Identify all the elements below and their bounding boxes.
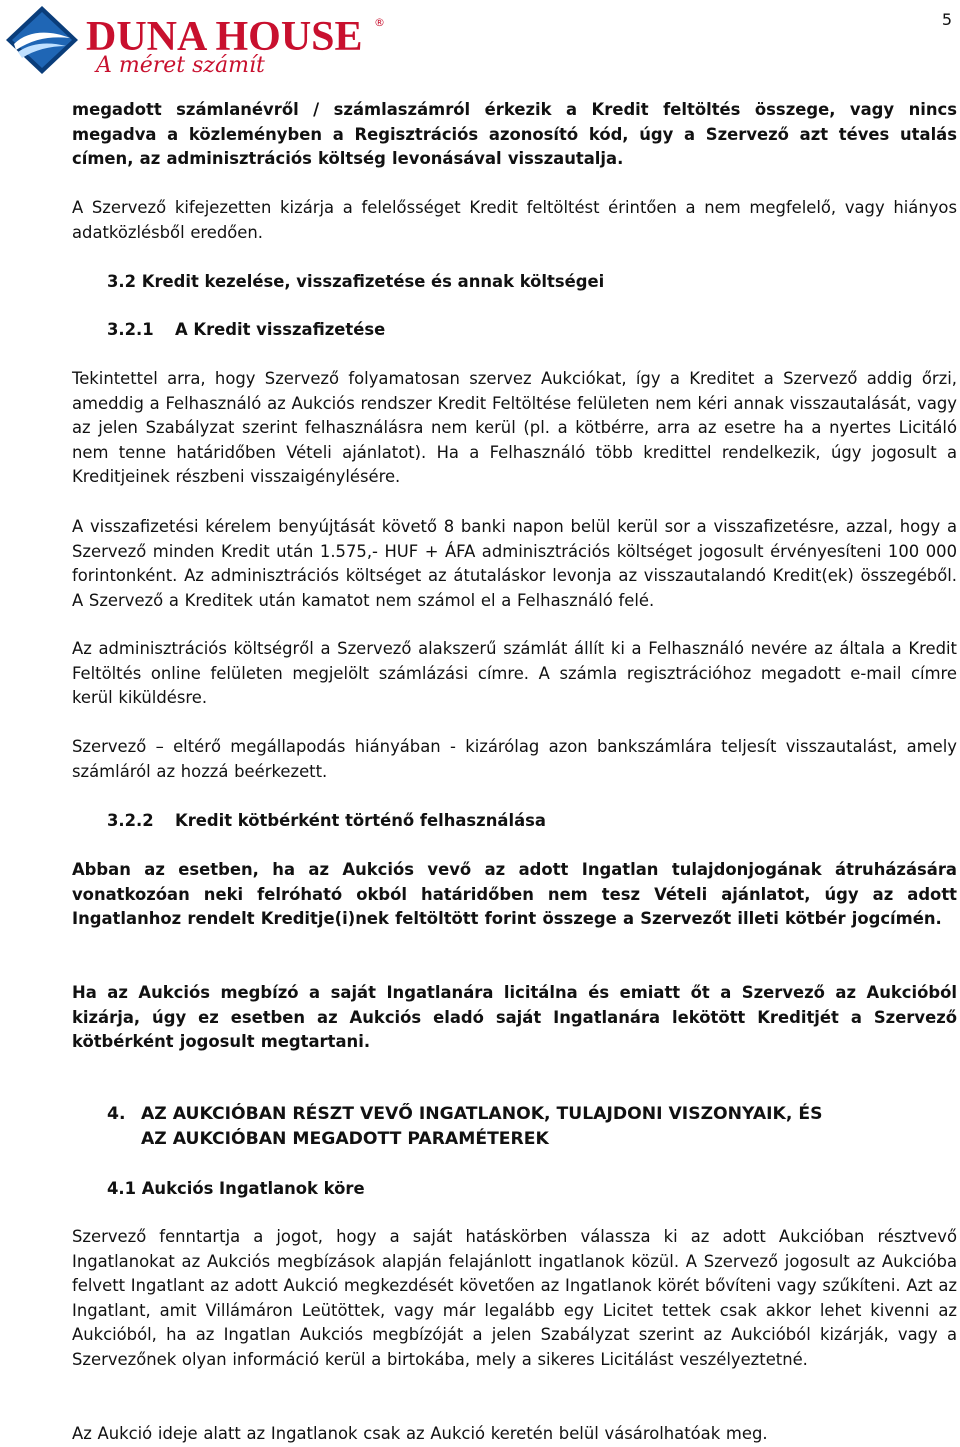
heading-3-2-1-number: 3.2.1 — [107, 320, 154, 339]
logo-trademark: ® — [374, 16, 385, 29]
heading-3-2-2-number: 3.2.2 — [107, 811, 154, 830]
paragraph-purchase-rule: Az Aukció ideje alatt az Ingatlanok csak az Aukció keretén belül vásárolhatóak meg. — [72, 1424, 768, 1443]
logo-tagline: A méret számít — [96, 53, 265, 76]
paragraph-property-selection: Szervező fenntartja a jogot, hogy a saját hatáskörben válassza ki az adott Aukcióban résztvevő Ingatlanokat az Aukciós megbízások alapján felajánlott ingatlanok közül. A Szervező jogosult az Aukcióba felvett Ingatlant az adott Aukció megkezdését követően az Ingatlanok körét bővíteni vagy szűkíteni. Azt az Ingatlant, amit Villámáron Leütöttek, vagy már legalább egy Licitet tettek csak akkor lehet kivenni az Aukcióból, ha az Ingatlan Aukciós megbízóját a jelen Szabályzat szerint az Aukcióból kizárják, vagy a Szervezőnek olyan információ kerül a birtokába, mely a sikeres Licitálást veszélyeztetné. — [72, 1227, 957, 1369]
paragraph-penalty: Abban az esetben, ha az Aukciós vevő az adott Ingatlan tulajdonjogának átruházására vonatkozóan neki felróható okból határidőben nem tesz Vételi ajánlatot, úgy az adott Ingatlanhoz rendelt Kreditje(i)nek feltöltött forint összege a Szervezőt illeti kötbér jogcímén. — [72, 860, 957, 928]
paragraph-invoice: Az adminisztrációs költségről a Szervező alakszerű számlát állít ki a Felhasználó nevére az általa a Kredit Feltöltés online felületen megjelölt számlázási címre. A számla regisztrációhoz megadott e-mail címre kerül kiküldésre. — [72, 639, 957, 707]
duna-house-logo — [4, 4, 389, 76]
heading-3-2-1-title: A Kredit visszafizetése — [175, 320, 386, 339]
heading-3-2: 3.2 Kredit kezelése, visszafizetése és annak költségei — [107, 272, 605, 291]
heading-4-line2: AZ AUKCIÓBAN MEGADOTT PARAMÉTEREK — [141, 1129, 549, 1149]
page-number: 5 — [941, 10, 952, 29]
heading-3-2-2-title: Kredit kötbérként történő felhasználása — [175, 811, 546, 830]
paragraph-overpayment: megadott számlanévről / számlaszámról érkezik a Kredit feltöltés összege, vagy nincs megadva a közleményben a Regisztrációs azonosító kód, úgy a Szervező azt téves utalás címen, az adminisztrációs költség levonásával visszautalja. — [72, 100, 957, 168]
logo-mark-icon — [6, 6, 78, 74]
paragraph-liability: A Szervező kifejezetten kizárja a felelősséget Kredit feltöltést érintően a nem megfelelő, vagy hiányos adatközlésből eredően. — [72, 198, 957, 242]
paragraph-exclusion: Ha az Aukciós megbízó a saját Ingatlanára licitálna és emiatt őt a Szervező az Aukcióból kizárja, úgy ez esetben az Aukciós eladó saját Ingatlanára lekötött Kreditjét a Szervező kötbérként jogosult megtartani. — [72, 983, 957, 1051]
paragraph-credit-custody: Tekintettel arra, hogy Szervező folyamatosan szervez Aukciókat, így a Kreditet a Szervező addig őrzi, ameddig a Felhasználó az Aukciós rendszer Kredit Feltöltése felületen nem kéri annak visszautalását, vagy az jelen Szabályzat szerint felhasználásra nem kerül (pl. a kötbérre, arra az esetre ha a nyertes Licitáló nem tenne határidőben Vételi ajánlatot). Ha a Felhasználó több kredittel rendelkezik, úgy jogosult a Kreditjeinek részbeni visszaigénylésére. — [72, 369, 957, 486]
heading-4-line1: AZ AUKCIÓBAN RÉSZT VEVŐ INGATLANOK, TULAJDONI VISZONYAIK, ÉS — [141, 1104, 823, 1124]
paragraph-refund-fee: A visszafizetési kérelem benyújtását követő 8 banki napon belül kerül sor a visszafizetésre, azzal, hogy a Szervező minden Kredit után 1.575,- HUF + ÁFA adminisztrációs költséget jogosult érvényesíteni 100 000 forintonként. Az adminisztrációs költséget az átutaláskor levonja az visszautalandó Kredit(ek) összegéből. A Szervező a Kreditek után kamatot nem számol el a Felhasználó felé. — [72, 517, 957, 610]
heading-4-number: 4. — [107, 1104, 126, 1124]
logo-brand-text: DUNA HOUSE — [86, 14, 363, 60]
paragraph-bank-account: Szervező – eltérő megállapodás hiányában - kizárólag azon bankszámlára teljesít visszautalást, amely számláról az hozzá beérkezett. — [72, 737, 957, 781]
heading-4-1: 4.1 Aukciós Ingatlanok köre — [107, 1179, 365, 1198]
